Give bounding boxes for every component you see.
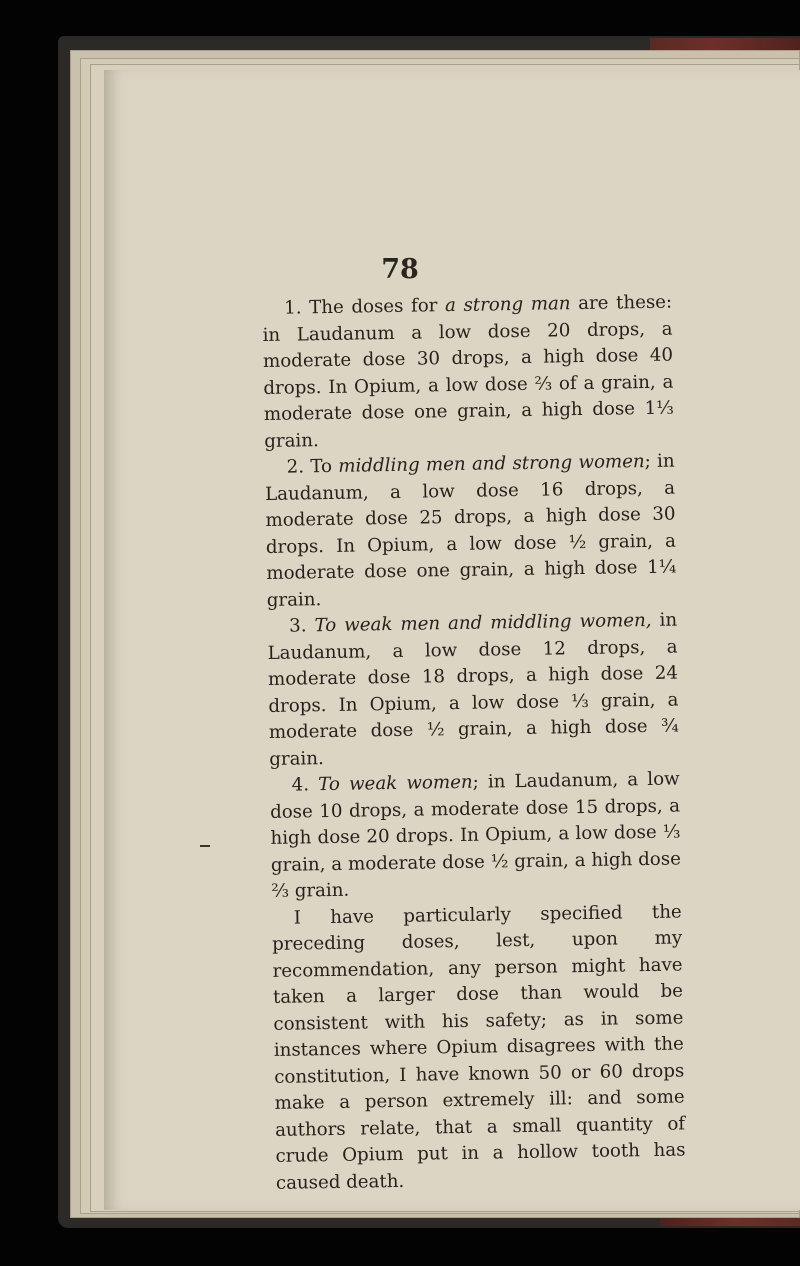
dose-paragraph-4 [269, 767, 681, 906]
paragraph-label: 3. [289, 615, 307, 637]
dose-paragraph-3 [267, 608, 679, 773]
paragraph-label: 1. [284, 297, 302, 319]
paragraph-emphasis: To weak men and middling women, [314, 609, 652, 637]
paragraph-label: 2. [286, 456, 305, 478]
dose-paragraph-2 [264, 449, 676, 614]
paragraph-body: in Laudanum, a low dose 12 drops, a moderate dose 18 drops, a high dose 24 drops. In Opium, a low dose ⅓ grain, a moderate dose ½ grain, a high dose ¾ grain. [267, 609, 679, 770]
paragraph-intro: To [310, 455, 333, 478]
paragraph-intro: The doses for [309, 295, 438, 319]
dose-paragraph-1 [262, 290, 674, 455]
page-number: 78 [381, 254, 419, 285]
page-text [262, 290, 686, 1197]
paragraph-emphasis: To weak women [318, 771, 473, 796]
closing-paragraph: I have particularly specified the preceding doses, lest, upon my recommendation, any person might have taken a larger dose than would be consistent with his safety; as in some instances where Opium disagrees with the constitution, I have known 50 or 60 drops make a person extremely ill: and some authors relate, that a small quantity of crude Opium put in a hollow tooth has caused death. [272, 900, 686, 1194]
paragraph-label: 4. [291, 774, 310, 796]
paragraph-body: ; in Laudanum, a low dose 10 drops, a moderate dose 15 drops, a high dose 20 drops. In Opium, a low dose ⅓ grain, a moderate dose ½ grain, a high dose ⅔ grain. [269, 768, 682, 902]
paragraph-emphasis: middling men and strong women [338, 451, 645, 477]
paragraph-emphasis: a strong man [444, 293, 571, 317]
margin-mark [200, 845, 210, 847]
paragraph-body: are these: in Laudanum a low dose 20 drops, a moderate dose 30 drops, a high dose 40 drops. In Opium, a low dose ⅔ of a grain, a moderate dose one grain, a high dose 1⅓ grain. [262, 291, 674, 452]
paragraph-body: ; in Laudanum, a low dose 16 drops, a moderate dose 25 drops, a high dose 30 drops. In Opium, a low dose ½ grain, a moderate dose one grain, a high dose 1¼ grain. [264, 450, 677, 611]
